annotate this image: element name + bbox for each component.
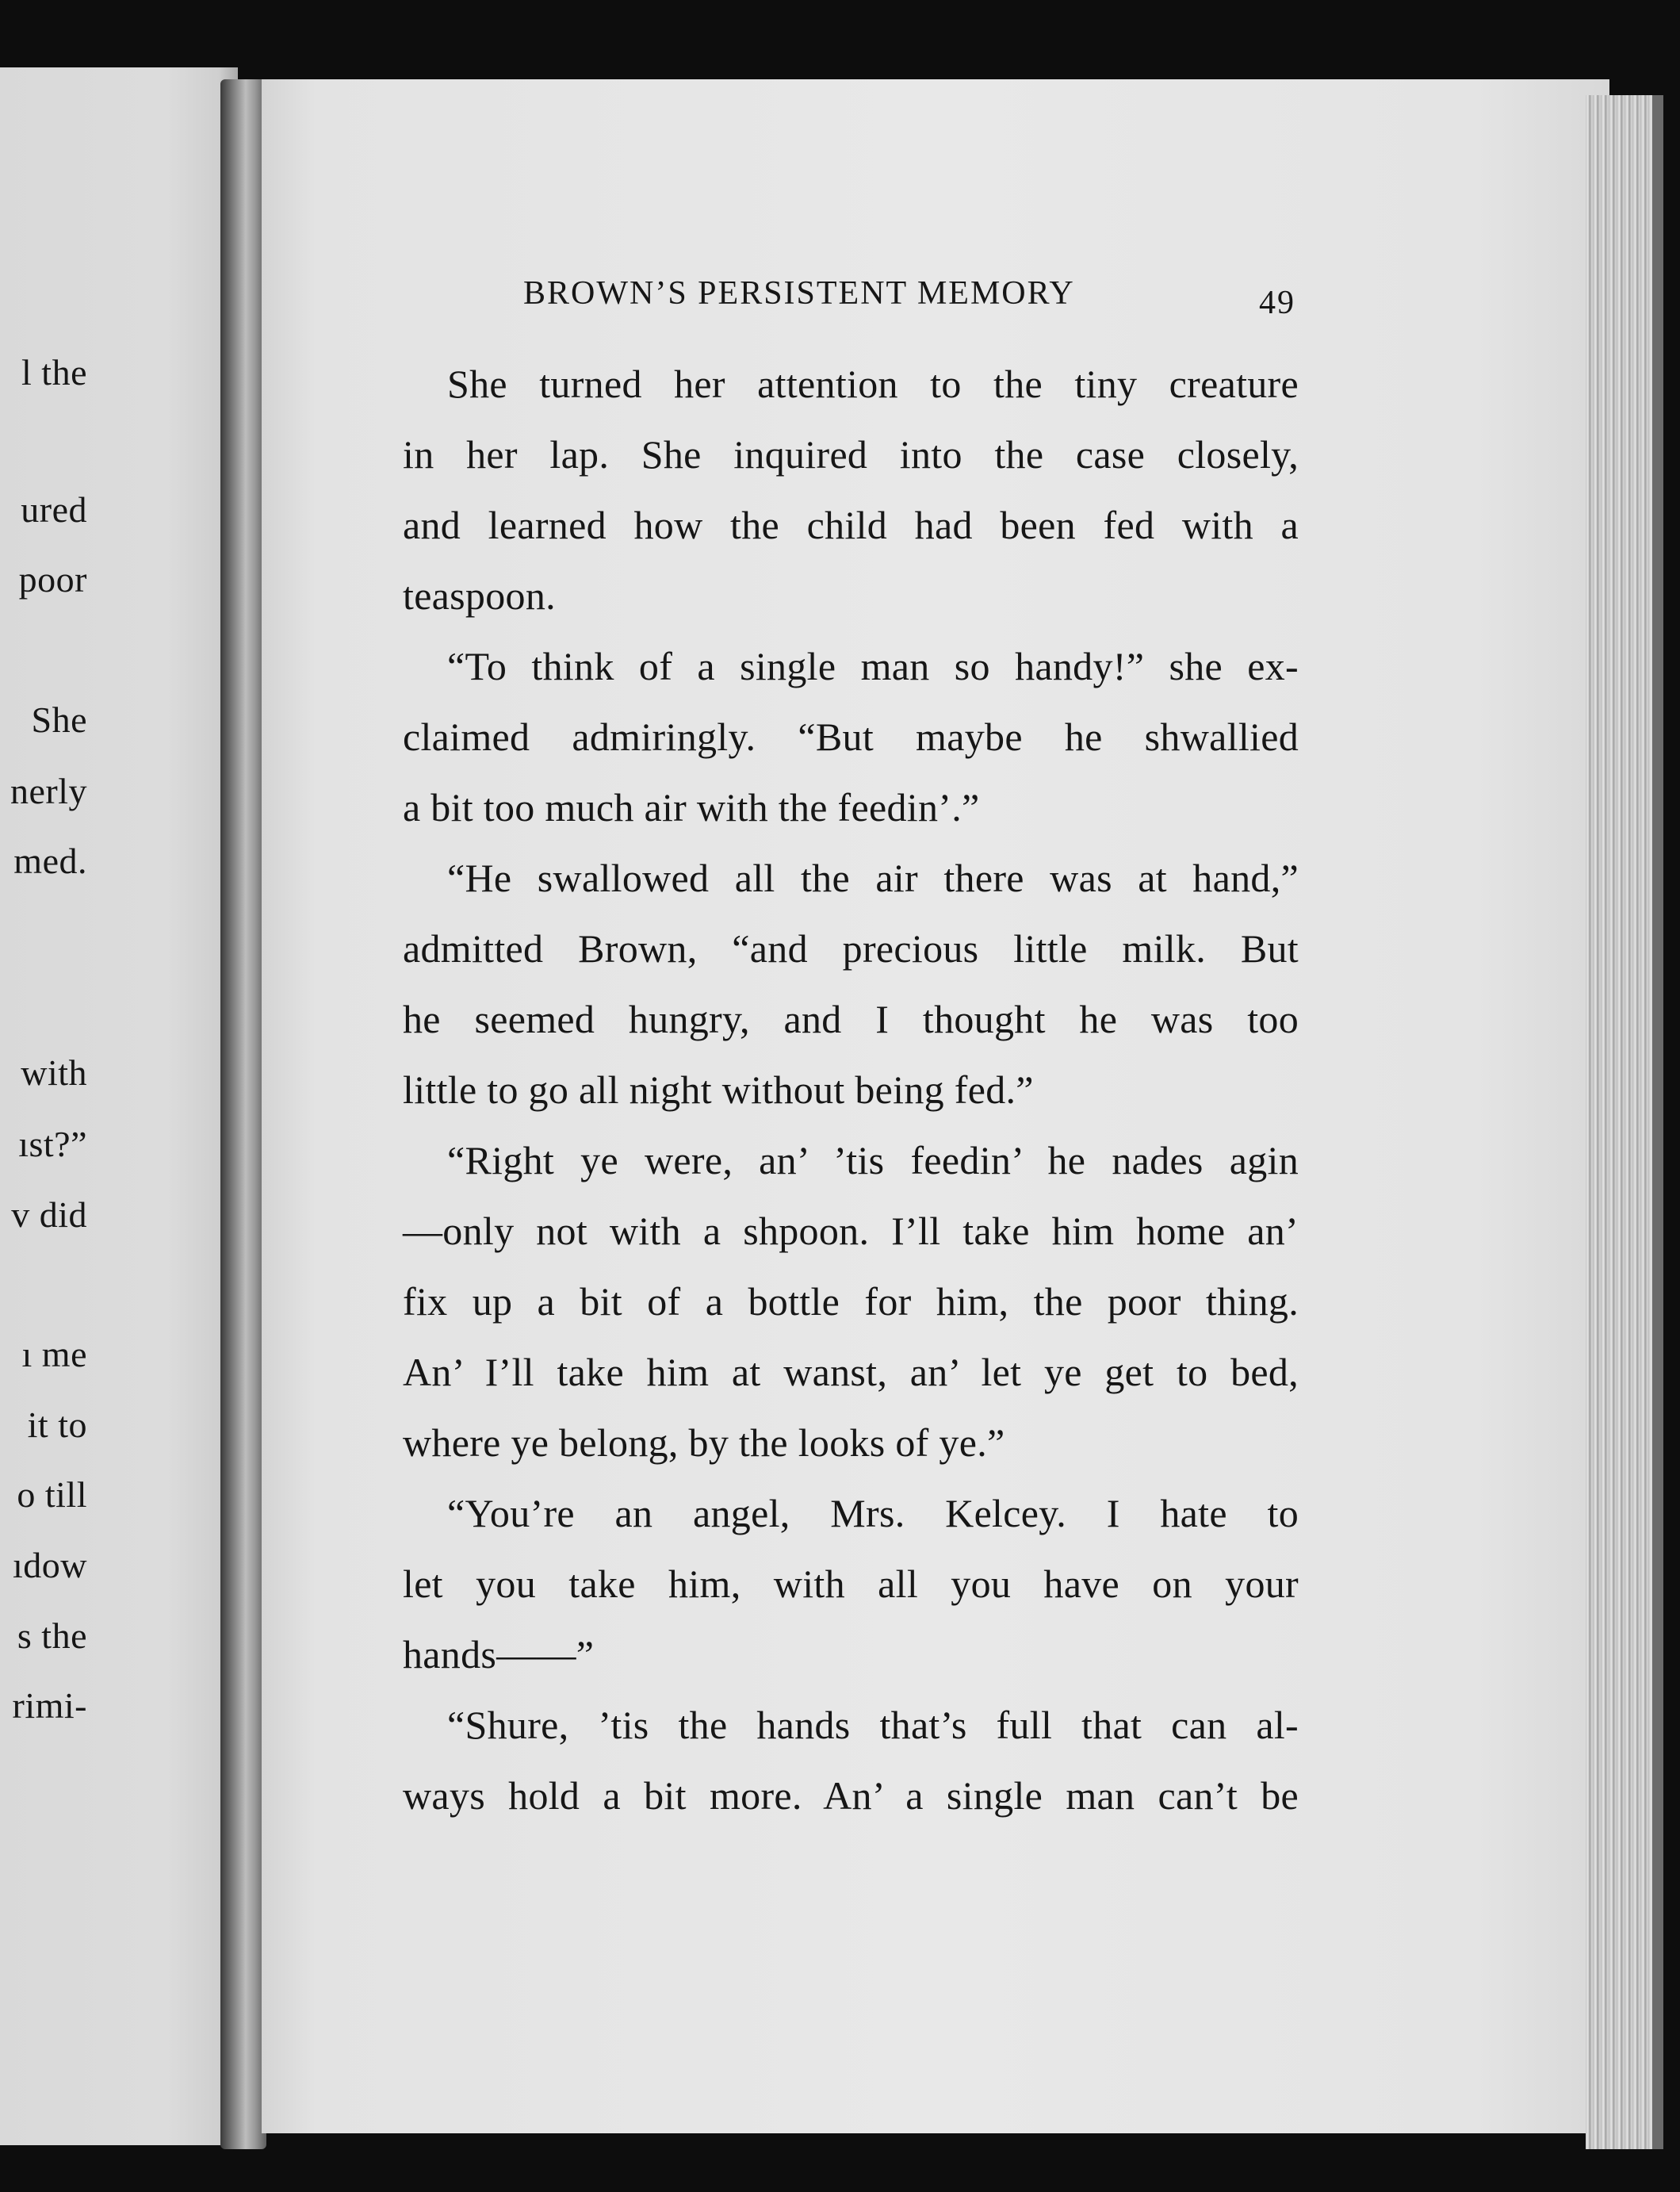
text-line: admitted Brown, “and precious little milk. But <box>403 926 1299 971</box>
previous-page-line-fragment: poor <box>18 559 87 600</box>
previous-page-line-fragment: ı me <box>21 1334 87 1374</box>
previous-page-line-fragment: med. <box>13 841 87 881</box>
book-gutter <box>220 79 266 2149</box>
previous-page-line-fragment: with <box>21 1052 87 1093</box>
text-line: She turned her attention to the tiny creature <box>447 362 1299 406</box>
previous-page-line-fragment: rimi- <box>12 1685 87 1726</box>
page-number: 49 <box>1259 285 1295 321</box>
text-line: little to go all night without being fed.” <box>403 1067 1034 1112</box>
text-line: and learned how the child had been fed with a <box>403 503 1299 547</box>
text-line: “Shure, ’tis the hands that’s full that can al- <box>447 1703 1299 1747</box>
previous-page-line-fragment: She <box>31 699 87 740</box>
text-line: he seemed hungry, and I thought he was too <box>403 997 1299 1041</box>
text-line: in her lap. She inquired into the case closely, <box>403 432 1299 477</box>
page-edges <box>1586 95 1663 2149</box>
previous-page-line-fragment: nerly <box>10 771 87 811</box>
previous-page-line-fragment: ured <box>21 489 87 530</box>
text-line: let you take him, with all you have on your <box>403 1562 1299 1606</box>
previous-page-line-fragment: o till <box>17 1474 87 1515</box>
text-line: An’ I’ll take him at wanst, an’ let ye get to bed, <box>403 1350 1299 1394</box>
text-line: teaspoon. <box>403 573 556 618</box>
text-line: ways hold a bit more. An’ a single man can’t be <box>403 1773 1299 1818</box>
running-head: BROWN’S PERSISTENT MEMORY <box>523 275 1075 312</box>
previous-page-line-fragment: s the <box>17 1615 87 1656</box>
previous-page-line-fragment: ıdow <box>13 1545 87 1585</box>
text-line: “To think of a single man so handy!” she ex- <box>447 644 1299 688</box>
text-line: “Right ye were, an’ ’tis feedin’ he nades agin <box>447 1138 1299 1182</box>
text-line: —only not with a shpoon. I’ll take him home an’ <box>403 1209 1299 1253</box>
previous-page-fragment <box>0 67 238 2145</box>
text-line: claimed admiringly. “But maybe he shwallied <box>403 715 1299 759</box>
text-line: “He swallowed all the air there was at hand,” <box>447 856 1299 900</box>
text-line: fix up a bit of a bottle for him, the poor thing. <box>403 1279 1299 1324</box>
text-line: where ye belong, by the looks of ye.” <box>403 1420 1005 1465</box>
text-line: hands——” <box>403 1632 595 1677</box>
previous-page-line-fragment: it to <box>27 1404 87 1445</box>
previous-page-line-fragment: l the <box>21 352 87 393</box>
page-body-text <box>403 349 1299 1831</box>
previous-page-line-fragment: ıst?” <box>18 1124 87 1164</box>
previous-page-line-fragment: v did <box>11 1194 87 1235</box>
text-line: “You’re an angel, Mrs. Kelcey. I hate to <box>447 1491 1299 1535</box>
text-line: a bit too much air with the feedin’.” <box>403 785 980 830</box>
